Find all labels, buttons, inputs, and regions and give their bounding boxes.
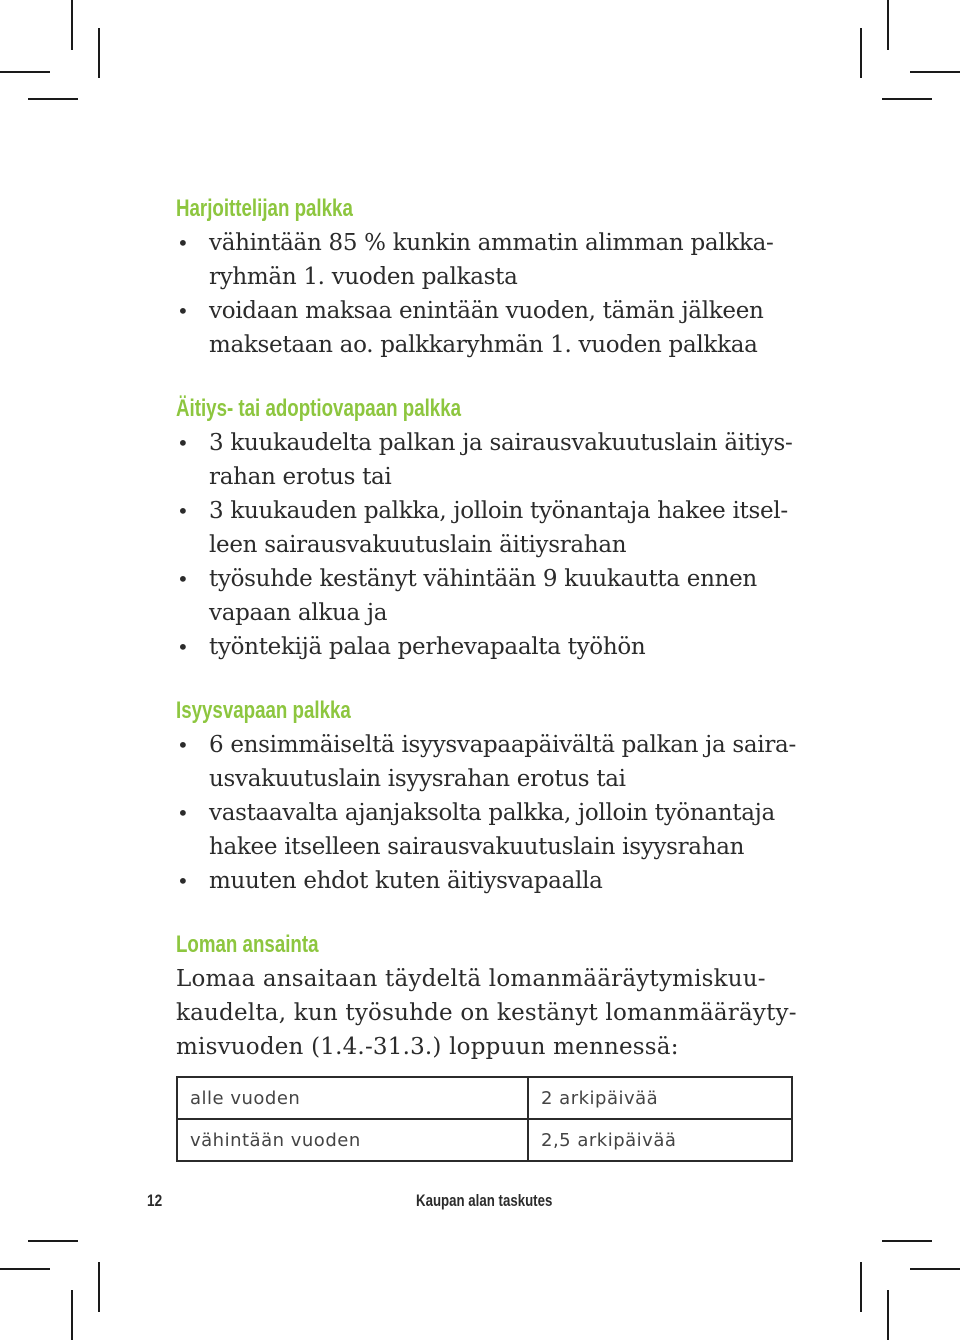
section-trainee-pay (176, 192, 816, 362)
list-item: • vähintään 85 % kunkin ammatin alimman palkka- ryhmän 1. vuoden palkasta (176, 226, 816, 294)
section-heading: Loman ansainta (176, 931, 319, 958)
bullet-icon: • (177, 431, 189, 455)
crop-mark (0, 71, 50, 73)
bullet-icon: • (177, 869, 189, 893)
page-number: 12 (147, 1191, 163, 1210)
list-item: • työsuhde kestänyt vähintään 9 kuukautta ennen vapaan alkua ja (176, 562, 816, 630)
crop-mark (887, 1290, 889, 1340)
crop-mark (98, 1262, 100, 1312)
table-cell: vähintään vuoden (177, 1119, 528, 1161)
crop-mark (860, 28, 862, 78)
list-item: • vastaavalta ajanjaksolta palkka, jolloin työnantaja hakee itselleen sairausvakuutuslain isyysrahan (176, 796, 816, 864)
table-cell: 2,5 arkipäivää (528, 1119, 792, 1161)
section-heading: Harjoittelijan palkka (176, 195, 353, 222)
section-heading: Äitiys- tai adoptiovapaan palkka (176, 395, 462, 422)
list-item: • 3 kuukauden palkka, jolloin työnantaja hakee itsel- leen sairausvakuutuslain äitiysrahan (176, 494, 816, 562)
crop-mark (71, 0, 73, 50)
crop-mark (910, 71, 960, 73)
crop-mark (882, 1240, 932, 1242)
crop-mark (28, 1240, 78, 1242)
crop-mark (860, 1262, 862, 1312)
bullet-icon: • (177, 499, 189, 523)
crop-mark (882, 98, 932, 100)
section-holiday-accrual (176, 928, 816, 1162)
list-item: • muuten ehdot kuten äitiysvapaalla (176, 864, 816, 898)
bullet-icon: • (177, 299, 189, 323)
table-cell: alle vuoden (177, 1077, 528, 1119)
bullet-icon: • (177, 635, 189, 659)
table-row (177, 1119, 792, 1161)
page-content (176, 192, 816, 1192)
holiday-table (176, 1076, 793, 1162)
section-heading: Isyysvapaan palkka (176, 697, 351, 724)
crop-mark (910, 1268, 960, 1270)
crop-mark (28, 98, 78, 100)
bullet-icon: • (177, 801, 189, 825)
bullet-icon: • (177, 733, 189, 757)
list-item: • 3 kuukaudelta palkan ja sairausvakuutuslain äitiys- rahan erotus tai (176, 426, 816, 494)
list-item: • voidaan maksaa enintään vuoden, tämän jälkeen maksetaan ao. palkkaryhmän 1. vuoden palkkaa (176, 294, 816, 362)
table-row (177, 1077, 792, 1119)
list-item: • 6 ensimmäiseltä isyysvapaapäivältä palkan ja saira- usvakuutuslain isyysrahan erotus tai (176, 728, 816, 796)
list-item: • työntekijä palaa perhevapaalta työhön (176, 630, 816, 664)
section-maternity-pay (176, 392, 816, 664)
holiday-paragraph: Lomaa ansaitaan täydeltä lomanmääräytymiskuu- kaudelta, kun työsuhde on kestänyt lomanmääräyty- misvuoden (1.4.-31.3.) loppuun mennessä: (176, 966, 797, 1060)
bullet-icon: • (177, 231, 189, 255)
footer-title: Kaupan alan taskutes (416, 1191, 553, 1210)
bullet-icon: • (177, 567, 189, 591)
crop-mark (0, 1268, 50, 1270)
bullet-list (176, 226, 816, 362)
table-cell: 2 arkipäivää (528, 1077, 792, 1119)
crop-mark (71, 1290, 73, 1340)
crop-mark (98, 28, 100, 78)
bullet-list (176, 426, 816, 664)
crop-mark (887, 0, 889, 50)
bullet-list (176, 728, 816, 898)
section-paternity-pay (176, 694, 816, 898)
